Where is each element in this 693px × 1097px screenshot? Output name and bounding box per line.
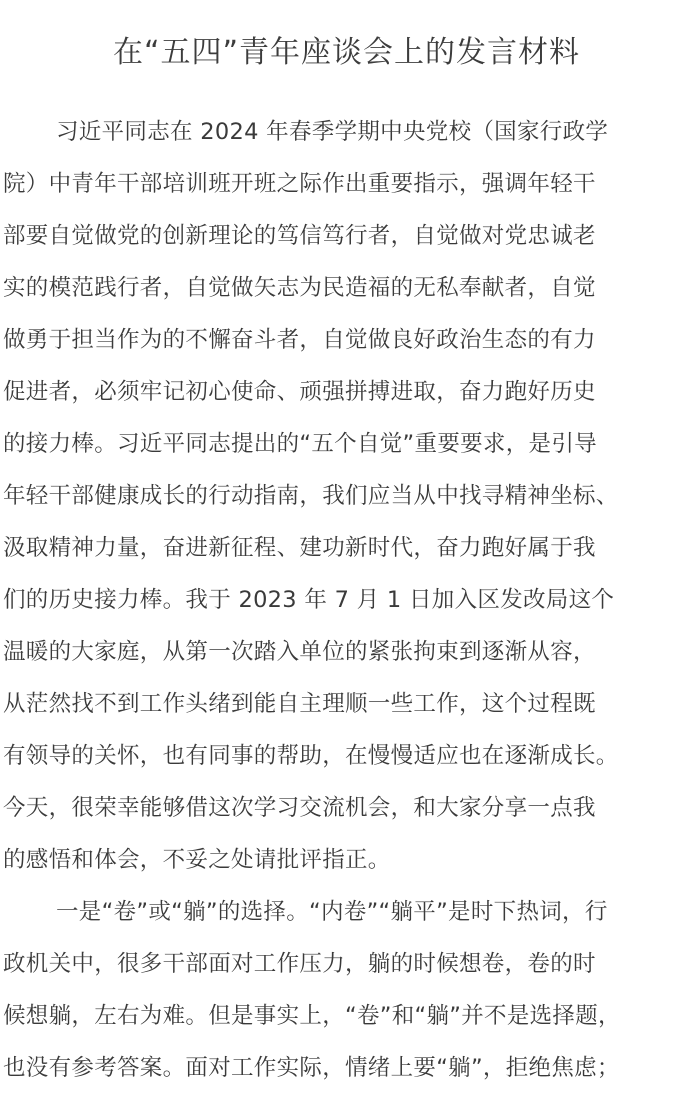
paragraph-line: 一是“卷”或“躺”的选择。“内卷”“躺平”是时下热词，行 [56, 899, 608, 925]
paragraph-line: 政机关中，很多干部面对工作压力，躺的时候想卷，卷的时 [3, 951, 596, 977]
paragraph-line: 从茫然找不到工作头绪到能自主理顺一些工作，这个过程既 [3, 691, 596, 717]
paragraph-line: 有领导的关怀，也有同事的帮助，在慢慢适应也在逐渐成长。 [3, 743, 619, 769]
paragraph-line: 汲取精神力量，奋进新征程、建功新时代，奋力跑好属于我 [3, 535, 596, 561]
paragraph-line: 温暖的大家庭，从第一次踏入单位的紧张拘束到逐渐从容， [3, 639, 596, 665]
paragraph-line: 做勇于担当作为的不懈奋斗者，自觉做良好政治生态的有力 [3, 327, 596, 353]
paragraph-line: 今天，很荣幸能够借这次学习交流机会，和大家分享一点我 [3, 795, 596, 821]
paragraph-line: 习近平同志在 2024 年春季学期中央党校（国家行政学 [56, 119, 609, 145]
paragraph-line: 年轻干部健康成长的行动指南，我们应当从中找寻精神坐标、 [3, 483, 619, 509]
paragraph-line: 也没有参考答案。面对工作实际，情绪上要“躺”，拒绝焦虑； [3, 1055, 620, 1081]
paragraph-line: 院）中青年干部培训班开班之际作出重要指示，强调年轻干 [3, 171, 596, 197]
paragraph-line: 实的模范践行者，自觉做矢志为民造福的无私奉献者，自觉 [3, 275, 596, 301]
paragraph-line: 的接力棒。习近平同志提出的“五个自觉”重要要求，是引导 [3, 431, 597, 457]
article-title: 在“五四”青年座谈会上的发言材料 [112, 35, 581, 70]
paragraph-line: 的感悟和体会，不妥之处请批评指正。 [3, 847, 391, 873]
paragraph-line: 促进者，必须牢记初心使命、顽强拼搏进取，奋力跑好历史 [3, 379, 596, 405]
paragraph-line: 们的历史接力棒。我于 2023 年 7 月 1 日加入区发改局这个 [3, 587, 615, 613]
paragraph-line: 候想躺，左右为难。但是事实上，“卷”和“躺”并不是选择题， [3, 1003, 621, 1029]
paragraph-line: 部要自觉做党的创新理论的笃信笃行者，自觉做对党忠诚老 [3, 223, 596, 249]
